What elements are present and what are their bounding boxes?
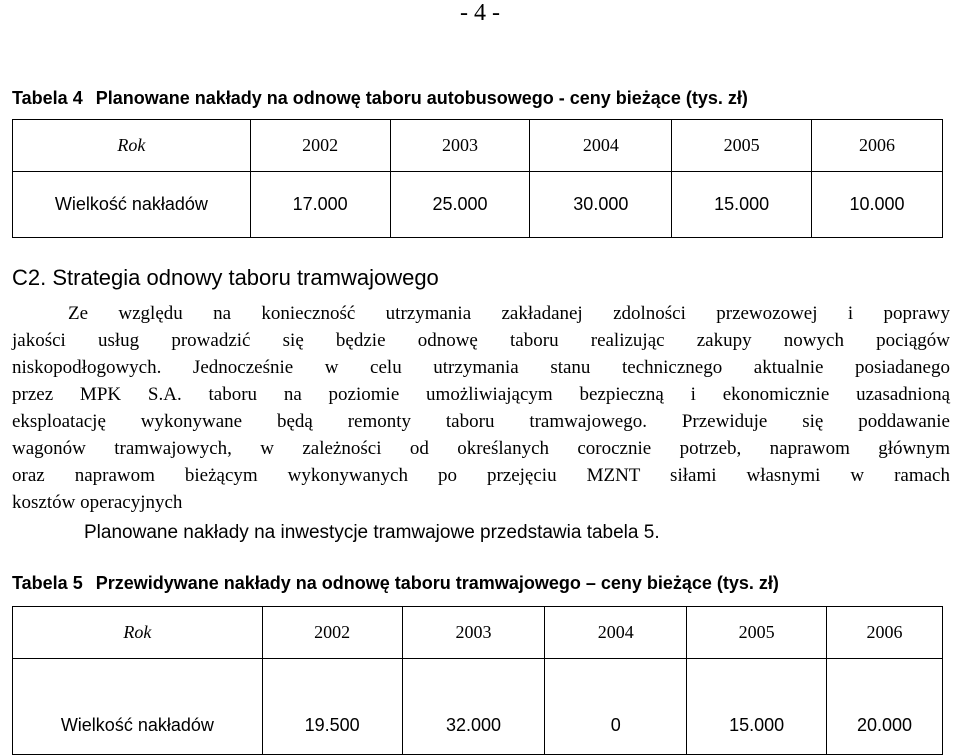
table4-number: Tabela 4 <box>12 88 83 108</box>
table4-header-cell: 2003 <box>390 120 530 172</box>
table4-data-row <box>13 172 943 238</box>
table5-header-cell: Rok <box>13 607 263 659</box>
table5-data-row <box>13 659 943 755</box>
table4-header-cell: 2002 <box>250 120 390 172</box>
table4-caption <box>12 87 748 109</box>
paragraph-line: jakości usług prowadzić się będzie odnowę taboru realizując zakupy nowych pociągów <box>12 330 950 351</box>
table4-header-cell: 2005 <box>672 120 812 172</box>
table5-cell: 0 <box>545 659 687 755</box>
table5-row-label: Wielkość nakładów <box>13 659 263 755</box>
paragraph-line: oraz naprawom bieżącym wykonywanych po przejęciu MZNT siłami własnymi w ramach <box>12 465 950 486</box>
table4-header-row <box>13 120 943 172</box>
section-heading: C2. Strategia odnowy taboru tramwajowego <box>12 265 439 290</box>
table5-cell: 19.500 <box>262 659 402 755</box>
page-number: - 4 - <box>460 0 500 26</box>
table5-header-cell: 2003 <box>402 607 545 659</box>
paragraph-line: Ze względu na konieczność utrzymania zakładanej zdolności przewozowej i poprawy <box>68 303 950 324</box>
table4-cell: 15.000 <box>672 172 812 238</box>
table4 <box>12 119 943 238</box>
table5-header-row <box>13 607 943 659</box>
paragraph-line: wagonów tramwajowych, w zależności od określanych corocznie potrzeb, naprawom głównym <box>12 438 950 459</box>
table5-header-cell: 2005 <box>687 607 827 659</box>
table5-caption <box>12 572 779 594</box>
table5-title: Przewidywane nakłady na odnowę taboru tramwajowego – ceny bieżące (tys. zł) <box>95 573 779 593</box>
table5-number: Tabela 5 <box>12 573 83 593</box>
paragraph-line: eksploatację wykonywane będą remonty taboru tramwajowego. Przewiduje się poddawanie <box>12 411 950 432</box>
table4-cell: 10.000 <box>812 172 943 238</box>
table4-cell: 17.000 <box>250 172 390 238</box>
table5-header-cell: 2002 <box>262 607 402 659</box>
section-paragraph <box>12 300 950 516</box>
table4-row-label: Wielkość nakładów <box>13 172 251 238</box>
paragraph-line: kosztów operacyjnych <box>12 492 183 513</box>
table5-header-cell: 2006 <box>827 607 943 659</box>
table4-header-cell: Rok <box>13 120 251 172</box>
paragraph-line: przez MPK S.A. taboru na poziomie umożliwiającym bezpieczną i ekonomicznie uzasadnioną <box>12 384 950 405</box>
table5 <box>12 606 943 755</box>
table4-cell: 30.000 <box>530 172 672 238</box>
table4-header-cell: 2006 <box>812 120 943 172</box>
paragraph-line: niskopodłogowych. Jednocześnie w celu utrzymania stanu technicznego aktualnie posiadanego <box>12 357 950 378</box>
table5-cell: 20.000 <box>827 659 943 755</box>
table5-reference-sentence: Planowane nakłady na inwestycje tramwajowe przedstawia tabela 5. <box>84 522 660 543</box>
table5-header-cell: 2004 <box>545 607 687 659</box>
table4-cell: 25.000 <box>390 172 530 238</box>
table5-cell: 15.000 <box>687 659 827 755</box>
table4-header-cell: 2004 <box>530 120 672 172</box>
table5-cell: 32.000 <box>402 659 545 755</box>
table4-title: Planowane nakłady na odnowę taboru autobusowego - ceny bieżące (tys. zł) <box>95 88 748 108</box>
